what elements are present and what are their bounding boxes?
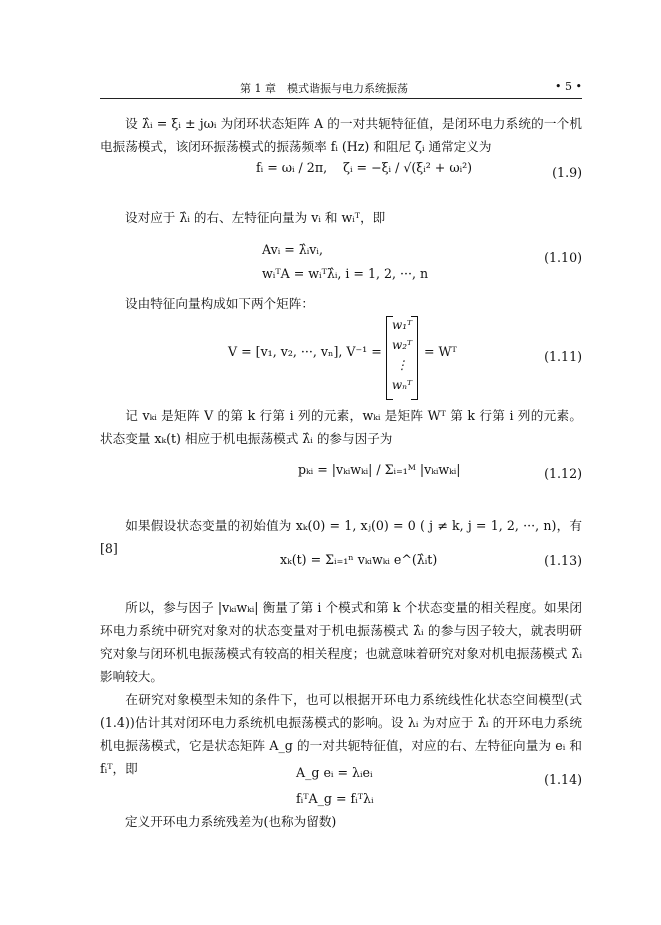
paragraph-4	[100, 404, 582, 450]
eq-1-11-v: V = [v₁, v₂, ···, vₙ], V⁻¹ =	[228, 344, 382, 359]
equation-1-12: pₖᵢ = |vₖᵢwₖᵢ| / Σᵢ₌₁ᴹ |vₖᵢwₖᵢ|	[298, 462, 461, 477]
eq-number-1-12: (1.12)	[544, 466, 582, 481]
eq-number-1-10: (1.10)	[544, 250, 582, 265]
paragraph-8-text: 定义开环电力系统残差为(也称为留数)	[125, 814, 337, 829]
paragraph-3-text: 设由特征向量构成如下两个矩阵：	[125, 296, 314, 311]
paragraph-8	[100, 810, 582, 833]
eq-number-1-9: (1.9)	[552, 165, 582, 180]
paragraph-2	[100, 206, 582, 229]
equation-1-13: xₖ(t) = Σᵢ₌₁ⁿ vₖᵢwₖᵢ e^(λ̂ᵢt)	[280, 552, 438, 567]
equation-1-11-left	[228, 344, 382, 359]
running-header	[100, 78, 582, 96]
paragraph-7-text: 在研究对象模型未知的条件下，也可以根据开环电力系统线性化状态空间模型(式(1.4))估计其对闭环电力系统机电振荡模式的影响。设 λᵢ 为对应于 λ̂ᵢ 的开环电力系统机电振荡模式，它是状态矩阵 A_g 的一对共轭特征值，对应的右、左特征向量为 eᵢ 和 fᵢᵀ，即	[100, 692, 582, 776]
paragraph-4-text: 记 vₖᵢ 是矩阵 V 的第 k 行第 i 列的元素，wₖᵢ 是矩阵 Wᵀ 第 k 行第 i 列的元素。状态变量 xₖ(t) 相应于机电振荡模式 λ̂ᵢ 的参与因子为	[100, 408, 582, 446]
paragraph-3	[100, 292, 582, 315]
eq-1-9-fi: fᵢ = ωᵢ / 2π,	[256, 160, 328, 175]
paragraph-5-text: 如果假设状态变量的初始值为 xₖ(0) = 1, xⱼ(0) = 0 ( j ≠ k, j = 1, 2, ···, n)，有[8]	[100, 518, 582, 556]
paragraph-2-text: 设对应于 λ̂ᵢ 的右、左特征向量为 vᵢ 和 wᵢᵀ，即	[125, 210, 386, 225]
equation-1-9	[256, 160, 472, 175]
equation-1-11-right: = Wᵀ	[424, 344, 457, 359]
matrix-row-4: wₙᵀ	[391, 378, 413, 392]
eq-number-1-13: (1.13)	[544, 553, 582, 568]
eq-number-1-14: (1.14)	[544, 772, 582, 787]
eq-number-1-11: (1.11)	[544, 349, 582, 364]
paragraph-6	[100, 596, 582, 688]
matrix-row-1: w₁ᵀ	[391, 318, 413, 332]
matrix-row-2: w₂ᵀ	[391, 338, 413, 352]
header-rule	[100, 98, 582, 99]
equation-1-10	[262, 238, 428, 286]
eq-1-9-zeta: ζᵢ = −ξᵢ / √(ξᵢ² + ωᵢ²)	[343, 160, 473, 175]
paragraph-1	[100, 112, 582, 158]
equation-1-14	[296, 760, 374, 812]
eq-1-14-line2: fᵢᵀA_g = fᵢᵀλᵢ	[296, 791, 374, 806]
chapter-title: 第 1 章 模式谐振与电力系统振荡	[240, 82, 408, 95]
eq-1-10-line2: wᵢᵀA = wᵢᵀλ̂ᵢ, i = 1, 2, ···, n	[262, 266, 429, 281]
eq-1-10-line1: Avᵢ = λ̂ᵢvᵢ,	[262, 242, 323, 257]
matrix-w-transpose	[386, 316, 418, 400]
eq-1-14-line1: A_g eᵢ = λᵢeᵢ	[296, 765, 373, 780]
paragraph-6-text: 所以，参与因子 |vₖᵢwₖᵢ| 衡量了第 i 个模式和第 k 个状态变量的相关程度。如果闭环电力系统中研究对象对的状态变量对于机电振荡模式 λ̂ᵢ 的参与因子较大，就表明研究对象与闭环机电振荡模式有较高的相关程度；也就意味着研究对象对机电振荡模式 λ̂ᵢ 影响较大。	[100, 600, 582, 684]
matrix-row-3: ⋮	[396, 358, 408, 372]
page-number: • 5 •	[555, 80, 582, 93]
paragraph-1-text: 设 λ̂ᵢ = ξᵢ ± jωᵢ 为闭环状态矩阵 A 的一对共轭特征值，是闭环电力系统的一个机电振荡模式，该闭环振荡模式的振荡频率 fᵢ (Hz) 和阻尼 ζᵢ 通常定义为	[100, 116, 582, 154]
